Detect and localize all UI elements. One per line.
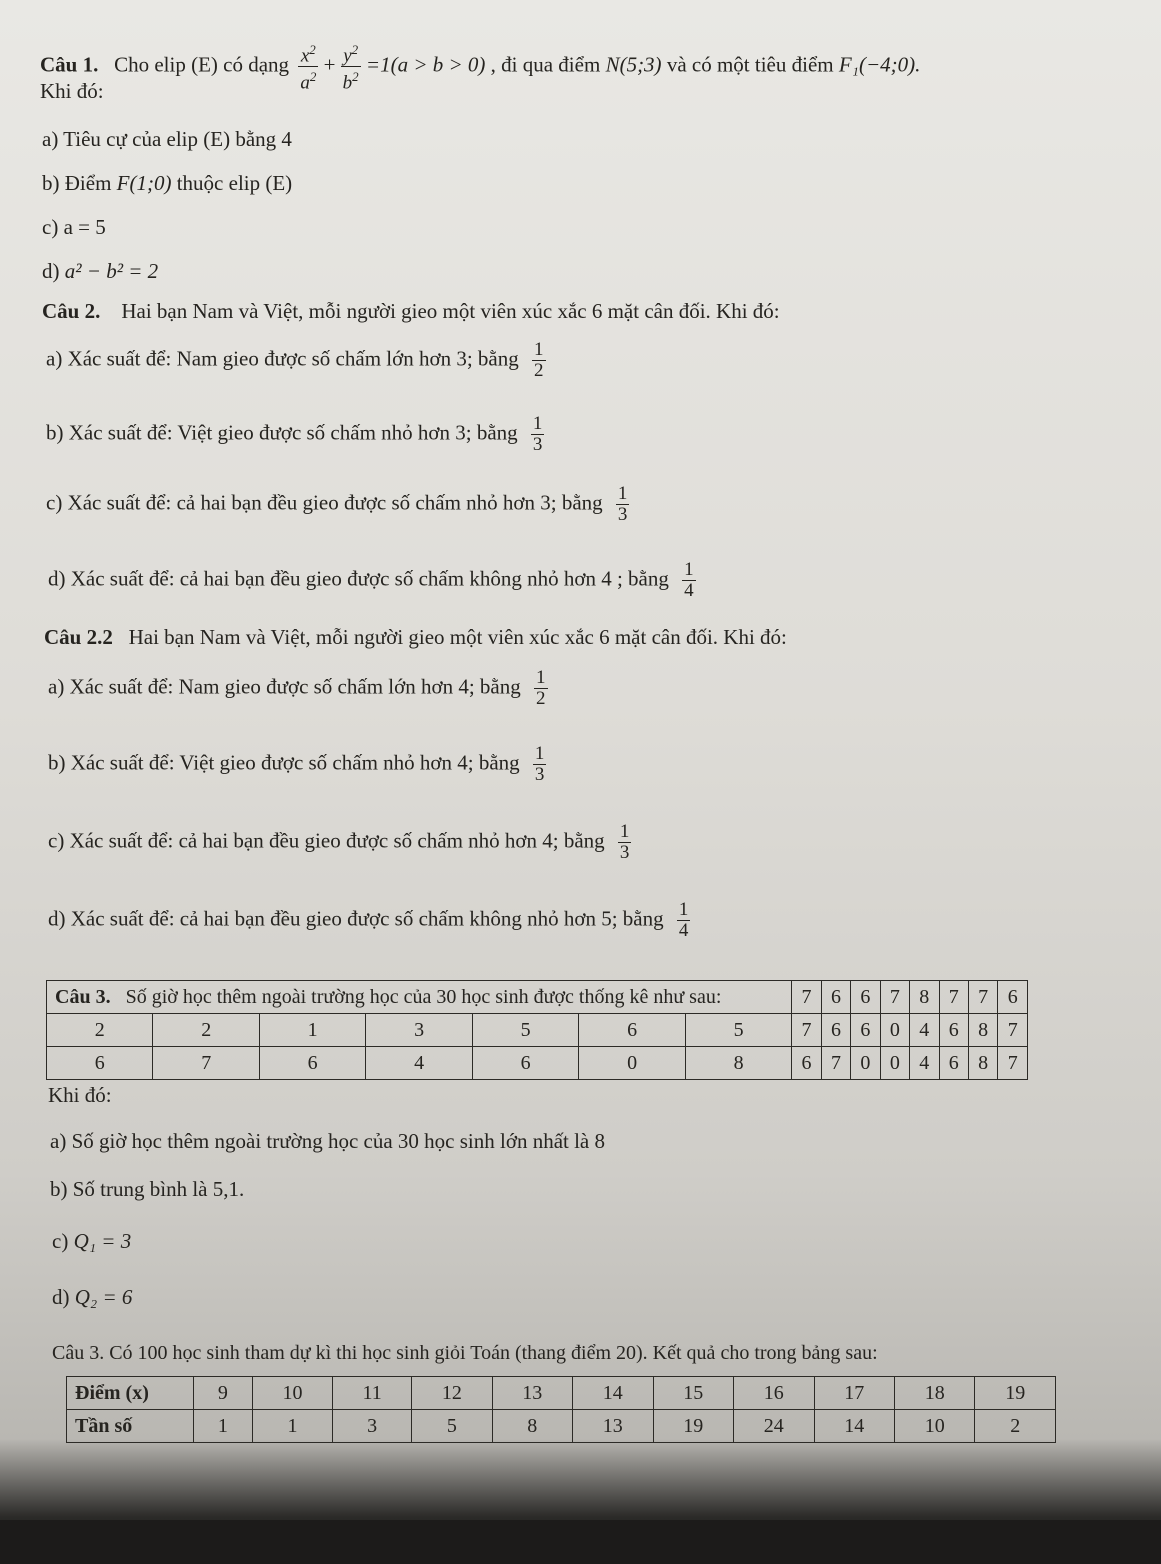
table-cell: 7: [998, 1047, 1028, 1080]
q1-b-point: F(1;0): [116, 171, 172, 195]
q2-c-den: 3: [617, 504, 628, 525]
table-cell: 7: [880, 981, 909, 1014]
q3b-stem: Câu 3. Có 100 học sinh tham dự kì thi học sinh giỏi Toán (thang điểm 20). Kết quả cho trong bảng sau:: [52, 1342, 878, 1364]
q2-option-b: [46, 414, 544, 455]
q22-option-d: [48, 900, 690, 941]
table-cell: 6: [851, 981, 880, 1014]
q2-c-num: 1: [617, 483, 628, 504]
q2-b-text: b) Xác suất để: Việt gieo được số chấm nhỏ hơn 3; bằng: [46, 420, 518, 445]
q3-label: Câu 3.: [55, 985, 111, 1008]
table-cell: 19: [975, 1377, 1056, 1410]
table-cell: 1: [252, 1410, 332, 1443]
table-cell: 7: [153, 1047, 259, 1080]
table-cell: 5: [472, 1014, 578, 1047]
q2-label: Câu 2.: [42, 299, 101, 323]
table-cell: 9: [194, 1377, 253, 1410]
q22-d-frac: [677, 900, 691, 941]
q22-c-frac: [618, 822, 632, 863]
q22-label: Câu 2.2: [44, 625, 113, 649]
q22-b-num: 1: [534, 743, 545, 764]
table-cell: 10: [252, 1377, 332, 1410]
table-cell: 0: [880, 1047, 909, 1080]
q1-focus: F₁(−4;0).: [838, 52, 921, 77]
table-cell: 14: [573, 1377, 653, 1410]
q2-a-frac: [532, 340, 546, 381]
table-cell: 8: [968, 1014, 997, 1047]
table-cell: 8: [968, 1047, 997, 1080]
table-cell: 7: [792, 981, 821, 1014]
q22-option-c: [48, 822, 631, 863]
q1-stem-a: Cho elip (E) có dạng: [114, 52, 290, 77]
q1-option-d: [42, 258, 158, 284]
q1-eq-tail: =1(a > b > 0): [365, 52, 486, 77]
q2-c-frac: [616, 484, 630, 525]
q3-option-c: [52, 1228, 131, 1254]
table-cell: 0: [880, 1014, 909, 1047]
table-cell: 6: [472, 1047, 578, 1080]
q22-c-den: 3: [619, 842, 630, 863]
q1-frac-y: $\frac{y^2}{b^2}$: [342, 42, 359, 94]
q22-stem-text: Hai bạn Nam và Việt, mỗi người gieo một viên xúc xắc 6 mặt cân đối. Khi đó:: [128, 625, 787, 649]
table-cell: 17: [814, 1377, 894, 1410]
q1-lead: Khi đó:: [40, 79, 104, 103]
table-cell: 11: [333, 1377, 412, 1410]
q1-option-c: c) a = 5: [42, 215, 106, 239]
q22-a-den: 2: [536, 688, 546, 709]
q3-table: [46, 980, 1028, 1080]
q3-option-b: b) Số trung bình là 5,1.: [50, 1177, 245, 1201]
q22-d-text: d) Xác suất để: cả hai bạn đều gieo được số chấm không nhỏ hơn 5; bằng: [48, 906, 664, 931]
table-cell: 7: [939, 981, 968, 1014]
table-cell: 24: [734, 1410, 814, 1443]
q1-point-n: N(5;3): [605, 52, 662, 77]
q1-frac-x: $\frac{x^2}{a^2}$: [300, 42, 317, 94]
table-cell: 5: [685, 1014, 792, 1047]
q2-b-num: 1: [532, 413, 543, 434]
q1-d-pre: d): [42, 259, 60, 283]
q2-a-text: a) Xác suất để: Nam gieo được số chấm lớn hơn 3; bằng: [46, 346, 519, 371]
table-row: [47, 981, 1028, 1014]
q3-stem: Số giờ học thêm ngoài trường học của 30 học sinh được thống kê như sau:: [125, 985, 722, 1008]
table-cell: 13: [573, 1410, 653, 1443]
table-cell: 3: [366, 1014, 472, 1047]
table-cell: 8: [685, 1047, 792, 1080]
table-cell: 6: [792, 1047, 821, 1080]
q1-stem-b: , đi qua điểm: [490, 52, 601, 77]
q2-d-num: 1: [684, 559, 694, 580]
q1-label: Câu 1.: [40, 52, 99, 77]
q2-d-den: 4: [684, 580, 694, 601]
table-cell: 7: [792, 1014, 821, 1047]
q3b-freq-label: Tần số: [67, 1410, 194, 1443]
table-cell: 16: [734, 1377, 814, 1410]
q22-a-num: 1: [536, 667, 546, 688]
table-cell: 0: [851, 1047, 880, 1080]
table-cell: 5: [412, 1410, 492, 1443]
q3-d-expr: Q₂ = 6: [74, 1285, 133, 1309]
table-cell: 6: [939, 1047, 968, 1080]
table-cell: 6: [47, 1047, 153, 1080]
table-row: [47, 1014, 1028, 1047]
table-cell: 2: [975, 1410, 1056, 1443]
q2-a-den: 2: [534, 360, 544, 381]
q1-option-a: a) Tiêu cự của elip (E) bằng 4: [42, 127, 292, 151]
table-cell: 4: [366, 1047, 472, 1080]
q1-b-pre: b) Điểm: [42, 171, 112, 195]
q3-option-a: a) Số giờ học thêm ngoài trường học của 30 học sinh lớn nhất là 8: [50, 1129, 606, 1153]
table-cell: 14: [814, 1410, 894, 1443]
table-cell: 8: [492, 1410, 572, 1443]
table-row: [67, 1377, 1056, 1410]
q22-b-den: 3: [534, 764, 545, 785]
q22-a-frac: [534, 668, 548, 709]
table-cell: 4: [910, 1047, 939, 1080]
q2-stem: [42, 298, 780, 324]
table-cell: 6: [939, 1014, 968, 1047]
table-cell: 3: [333, 1410, 412, 1443]
table-cell: 7: [998, 1014, 1028, 1047]
table-cell: 19: [653, 1410, 733, 1443]
table-row: [67, 1410, 1056, 1443]
table-cell: 8: [910, 981, 939, 1014]
q22-c-text: c) Xác suất để: cả hai bạn đều gieo được số chấm nhỏ hơn 4; bằng: [48, 828, 605, 853]
table-cell: 15: [653, 1377, 733, 1410]
table-cell: 6: [579, 1014, 685, 1047]
table-cell: 1: [259, 1014, 365, 1047]
q2-b-frac: [531, 414, 545, 455]
table-cell: 1: [194, 1410, 253, 1443]
q22-b-frac: [533, 744, 547, 785]
table-cell: 4: [910, 1014, 939, 1047]
q22-b-text: b) Xác suất để: Việt gieo được số chấm nhỏ hơn 4; bằng: [48, 750, 520, 775]
table-cell: 18: [894, 1377, 974, 1410]
q2-option-c: [46, 484, 629, 525]
table-cell: 13: [492, 1377, 572, 1410]
q2-a-num: 1: [534, 339, 544, 360]
q22-option-b: [48, 744, 546, 785]
table-cell: 6: [821, 981, 850, 1014]
table-cell: 6: [259, 1047, 365, 1080]
q22-option-a: [48, 668, 548, 709]
q3-lead: Khi đó:: [48, 1083, 112, 1107]
q3-c-pre: c): [52, 1229, 69, 1253]
q1-b-post: thuộc elip (E): [176, 171, 293, 195]
q22-stem: [44, 624, 787, 650]
table-cell: 6: [998, 981, 1028, 1014]
table-cell: 7: [821, 1047, 850, 1080]
q22-c-num: 1: [619, 821, 630, 842]
q22-a-text: a) Xác suất để: Nam gieo được số chấm lớn hơn 4; bằng: [48, 674, 521, 699]
q22-d-den: 4: [678, 920, 689, 941]
table-cell: 6: [851, 1014, 880, 1047]
q1-stem: Câu 1. Cho elip (E) có dạng $\frac{x^2}{a^2}$ + $\frac{y^2}{b^2}$ =1(a > b > 0) , đi qua điểm N(5;3) và có một tiêu điểm F₁(−4;0).: [40, 42, 921, 94]
q1-d-expr: a² − b² = 2: [64, 259, 159, 283]
q22-d-num: 1: [678, 899, 689, 920]
table-row: [47, 1047, 1028, 1080]
q1-stem-c: và có một tiêu điểm: [666, 52, 834, 77]
q3-option-d: [52, 1284, 132, 1310]
q2-b-den: 3: [532, 434, 543, 455]
q2-option-d: [48, 560, 696, 601]
q2-c-text: c) Xác suất để: cả hai bạn đều gieo được số chấm nhỏ hơn 3; bằng: [46, 490, 603, 515]
q3-d-pre: d): [52, 1285, 70, 1309]
q3-c-expr: Q₁ = 3: [73, 1229, 132, 1253]
q2-d-frac: [682, 560, 696, 601]
table-cell: 6: [821, 1014, 850, 1047]
q3-caption-cell: [47, 981, 792, 1014]
table-cell: 12: [412, 1377, 492, 1410]
table-cell: 7: [968, 981, 997, 1014]
q2-stem-text: Hai bạn Nam và Việt, mỗi người gieo một viên xúc xắc 6 mặt cân đối. Khi đó:: [121, 299, 780, 323]
q3b-table: [66, 1376, 1056, 1443]
photo-dark-edge: [0, 1520, 1161, 1564]
table-cell: 10: [894, 1410, 974, 1443]
q2-d-text: d) Xác suất để: cả hai bạn đều gieo được số chấm không nhỏ hơn 4 ; bằng: [48, 566, 669, 591]
table-cell: 2: [153, 1014, 259, 1047]
table-cell: 2: [47, 1014, 153, 1047]
q3b-score-label: Điểm (x): [67, 1377, 194, 1410]
q1-option-b: [42, 170, 292, 196]
q2-option-a: [46, 340, 546, 381]
table-cell: 0: [579, 1047, 685, 1080]
